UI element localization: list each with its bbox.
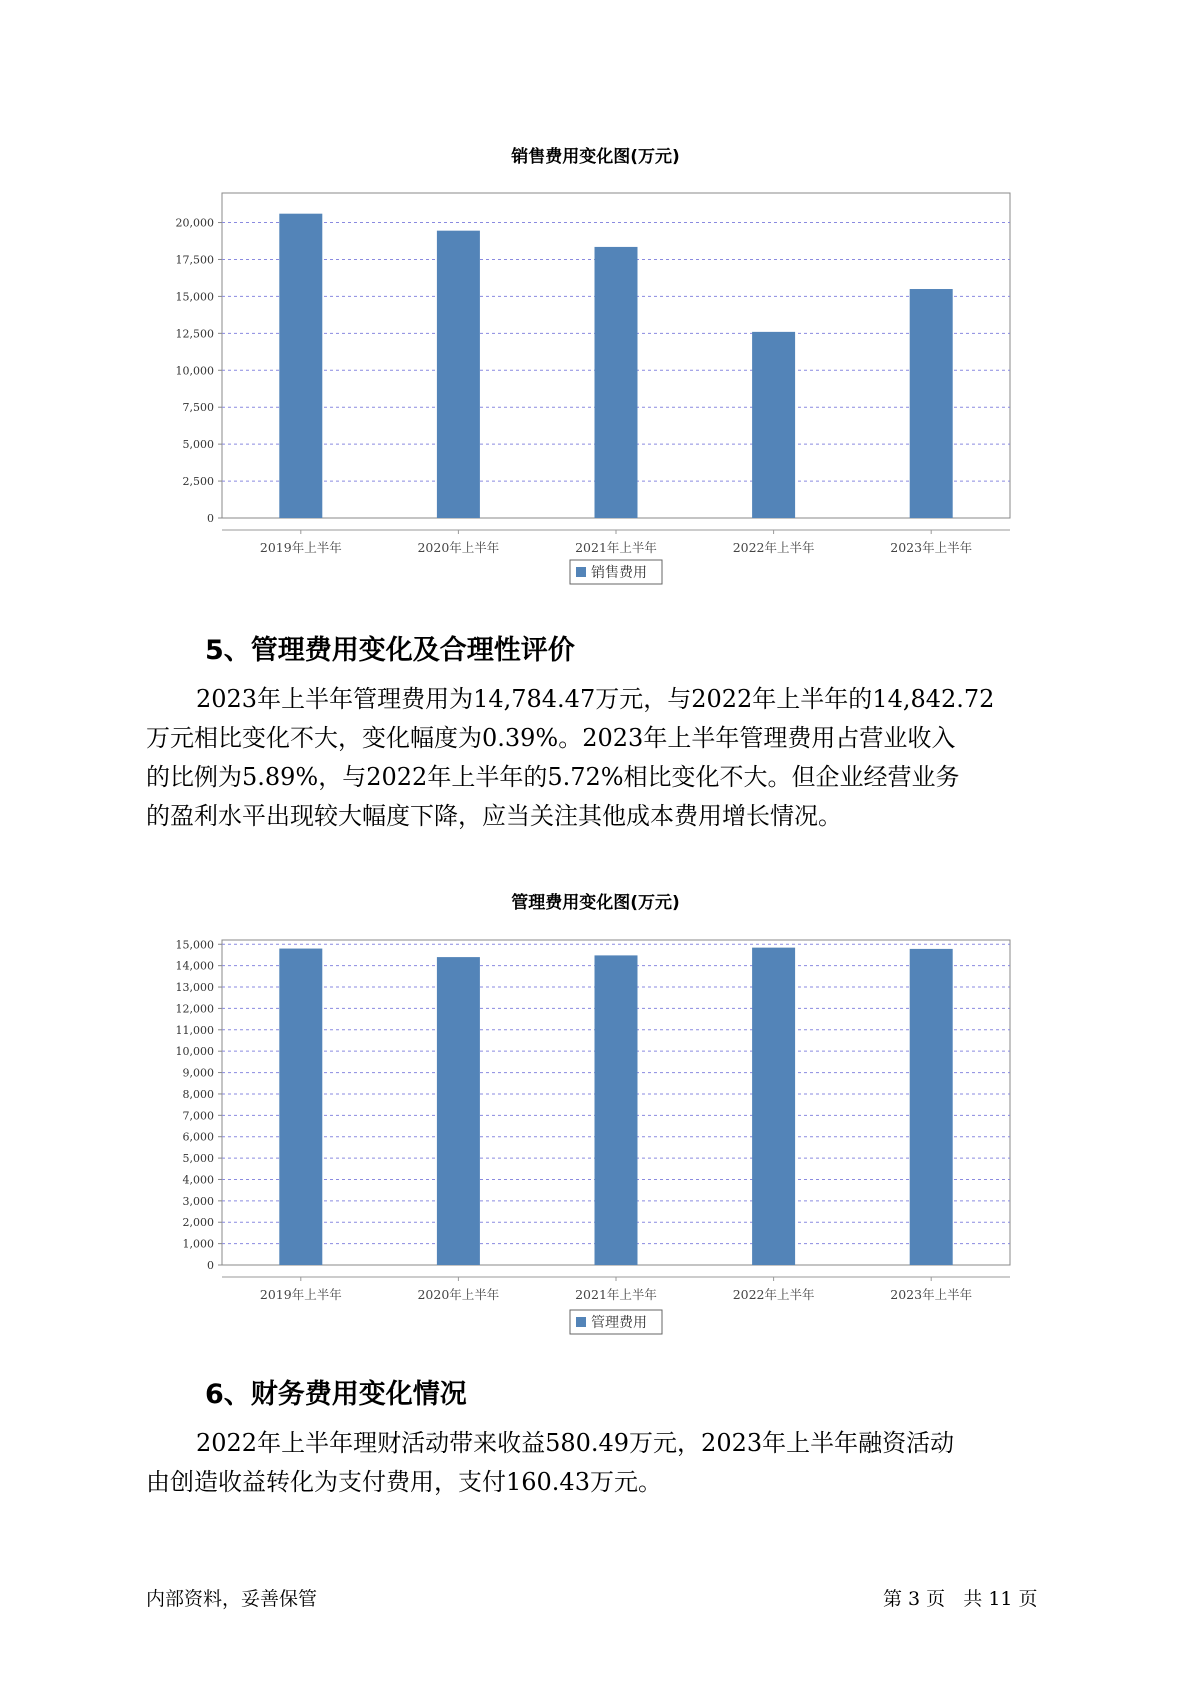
y-tick-label: 12,500 (175, 327, 214, 341)
section6-line: 2022年上半年理财活动带来收益580.49万元，2023年上半年融资活动 (196, 1429, 955, 1457)
y-tick-label: 8,000 (182, 1087, 214, 1101)
y-tick-label: 7,500 (182, 401, 214, 415)
sales-chart-title: 销售费用变化图(万元) (511, 147, 680, 167)
y-tick-label: 6,000 (182, 1130, 214, 1144)
x-tick-label: 2021年上半年 (575, 540, 657, 555)
x-tick-label: 2019年上半年 (259, 540, 342, 555)
x-tick-label: 2023年上半年 (890, 540, 973, 555)
y-tick-label: 11,000 (175, 1023, 214, 1037)
section5-line: 万元相比变化不大，变化幅度为0.39%。2023年上半年管理费用占营业收入 (146, 724, 956, 752)
x-tick-label: 2020年上半年 (417, 540, 500, 555)
bar (595, 955, 638, 1265)
section5-line: 2023年上半年管理费用为14,784.47万元，与2022年上半年的14,842.72 (196, 685, 995, 713)
y-tick-label: 5,000 (182, 438, 214, 452)
bar (437, 957, 480, 1265)
footer-page-number: 第 3 页 共 11 页 (883, 1588, 1038, 1610)
y-tick-label: 9,000 (182, 1066, 214, 1080)
y-tick-label: 20,000 (175, 216, 214, 230)
y-tick-label: 5,000 (182, 1152, 214, 1166)
y-tick-label: 10,000 (175, 364, 214, 378)
y-tick-label: 14,000 (175, 959, 214, 973)
x-tick-label: 2022年上半年 (732, 540, 815, 555)
x-tick-label: 2020年上半年 (417, 1287, 500, 1302)
y-tick-label: 4,000 (182, 1173, 214, 1187)
y-tick-label: 7,000 (182, 1109, 214, 1123)
bar (279, 949, 322, 1265)
y-tick-label: 15,000 (175, 938, 214, 952)
x-tick-label: 2022年上半年 (732, 1287, 815, 1302)
y-tick-label: 15,000 (175, 290, 214, 304)
section5-line: 的比例为5.89%，与2022年上半年的5.72%相比变化不大。但企业经营业务 (146, 763, 960, 791)
x-tick-label: 2019年上半年 (259, 1287, 342, 1302)
bar (910, 949, 953, 1265)
y-tick-label: 12,000 (175, 1002, 214, 1016)
y-tick-label: 1,000 (182, 1237, 214, 1251)
section5-line: 的盈利水平出现较大幅度下降，应当关注其他成本费用增长情况。 (146, 802, 842, 830)
y-tick-label: 0 (207, 512, 214, 525)
legend-label: 销售费用 (591, 565, 647, 581)
x-tick-label: 2021年上半年 (575, 1287, 657, 1302)
y-tick-label: 2,500 (182, 475, 214, 489)
footer-confidential: 内部资料，妥善保管 (146, 1588, 318, 1610)
y-tick-label: 3,000 (182, 1194, 214, 1208)
legend-label: 管理费用 (591, 1315, 647, 1331)
y-tick-label: 10,000 (175, 1045, 214, 1059)
y-tick-label: 2,000 (182, 1216, 214, 1230)
bar (752, 948, 795, 1265)
y-tick-label: 0 (207, 1259, 214, 1272)
admin-chart-title: 管理费用变化图(万元) (511, 893, 680, 913)
section5-heading: 5、管理费用变化及合理性评价 (205, 635, 575, 666)
section6-line: 由创造收益转化为支付费用，支付160.43万元。 (146, 1468, 662, 1496)
section6-paragraph (146, 1424, 1066, 1502)
legend-swatch (576, 1317, 586, 1327)
y-tick-label: 13,000 (175, 981, 214, 995)
section6-heading: 6、财务费用变化情况 (205, 1379, 467, 1410)
x-tick-label: 2023年上半年 (890, 1287, 973, 1302)
y-tick-label: 17,500 (175, 253, 214, 267)
